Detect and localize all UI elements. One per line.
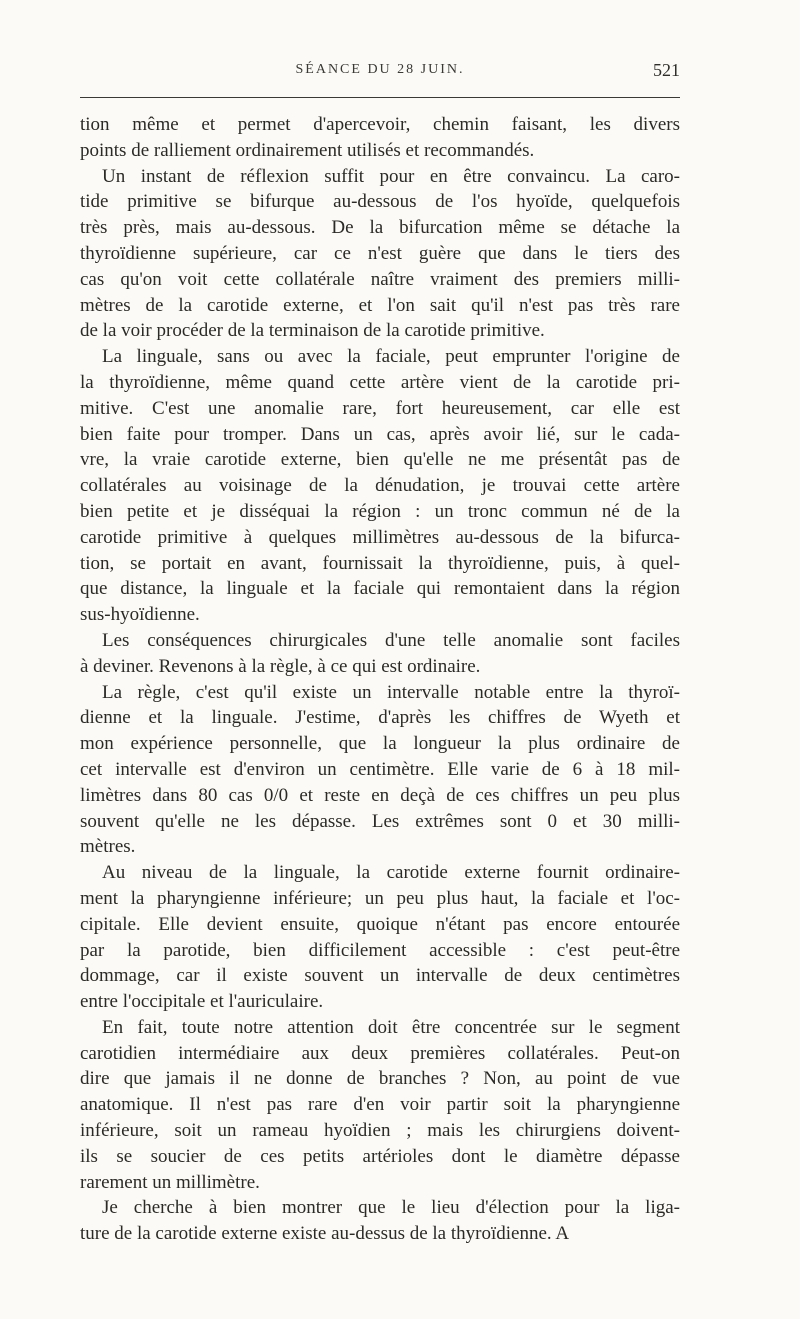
page-number: 521 [653,60,680,80]
text-line: La linguale, sans ou avec la faciale, peut emprunter l'origine de [102,346,680,368]
header-rule [80,97,680,98]
text-line: par la parotide, bien difficilement accessible : c'est peut-être [80,939,680,961]
text-line: thyroïdienne supérieure, car ce n'est guère que dans le tiers des [80,242,680,264]
text-line: ment la pharyngienne inférieure; un peu plus haut, la faciale et l'oc- [80,887,680,909]
paragraph [80,680,680,861]
text-line: rarement un millimètre. [80,1171,260,1193]
text-line: carotide primitive à quelques millimètres au-dessous de la bifurca- [80,526,680,548]
text-line: bien faite pour tromper. Dans un cas, après avoir lié, sur le cada- [80,423,680,445]
text-line: dire que jamais il ne donne de branches ? Non, au point de vue [80,1068,680,1090]
text-line: cipitale. Elle devient ensuite, quoique n'étant pas encore entourée [80,913,680,935]
text-line: En fait, toute notre attention doit être concentrée sur le segment [102,1016,680,1038]
paragraph [80,860,680,1015]
text-line: collatérales au voisinage de la dénudation, je trouvai cette artère [80,475,680,497]
text-line: très près, mais au-dessous. De la bifurcation même se détache la [80,217,680,239]
text-line: Je cherche à bien montrer que le lieu d'élection pour la liga- [102,1197,680,1219]
text-line: carotidien intermédiaire aux deux premières collatérales. Peut-on [80,1042,680,1064]
text-line: mètres. [80,836,136,858]
text-line: vre, la vraie carotide externe, bien qu'elle ne me présentât pas de [80,449,680,471]
running-title: SÉANCE DU 28 JUIN. [295,62,465,77]
text-line: limètres dans 80 cas 0/0 et reste en deçà de ces chiffres un peu plus [80,784,680,806]
paragraph [80,1195,680,1247]
text-line: sus-hyoïdienne. [80,604,200,626]
text-line: dienne et la linguale. J'estime, d'après les chiffres de Wyeth et [80,707,680,729]
text-line: inférieure, soit un rameau hyoïdien ; mais les chirurgiens doivent- [80,1120,680,1142]
text-line: que distance, la linguale et la faciale qui remontaient dans la région [80,578,680,600]
text-line: mètres de la carotide externe, et l'on sait qu'il n'est pas très rare [80,294,680,316]
text-line: bien petite et je disséquai la région : un tronc commun né de la [80,500,680,522]
text-line: mitive. C'est une anomalie rare, fort heureusement, car elle est [80,397,680,419]
text-line: souvent qu'elle ne les dépasse. Les extrêmes sont 0 et 30 milli- [80,810,680,832]
paragraph [80,1015,680,1196]
text-line: ture de la carotide externe existe au-dessus de la thyroïdienne. A [80,1223,570,1245]
paragraph [80,344,680,628]
text-line: cet intervalle est d'environ un centimètre. Elle varie de 6 à 18 mil- [80,758,680,780]
text-line: tide primitive se bifurque au-dessous de l'os hyoïde, quelquefois [80,191,680,213]
body-text [80,112,680,1247]
text-line: La règle, c'est qu'il existe un intervalle notable entre la thyroï- [102,681,680,703]
text-line: ils se soucier de ces petits artérioles dont le diamètre dépasse [80,1145,680,1167]
text-line: à deviner. Revenons à la règle, à ce qui est ordinaire. [80,655,481,677]
text-line: la thyroïdienne, même quand cette artère vient de la carotide pri- [80,371,680,393]
text-line: Les conséquences chirurgicales d'une telle anomalie sont faciles [102,629,680,651]
text-line: anatomique. Il n'est pas rare d'en voir partir soit la pharyngienne [80,1094,680,1116]
text-line: tion même et permet d'apercevoir, chemin faisant, les divers [80,114,680,135]
paragraph [80,628,680,680]
text-line: tion, se portait en avant, fournissait la thyroïdienne, puis, à quel- [80,552,680,574]
text-line: points de ralliement ordinairement utilisés et recommandés. [80,139,535,161]
running-header [80,62,680,92]
text-line: cas qu'on voit cette collatérale naître vraiment des premiers milli- [80,268,680,290]
text-line: entre l'occipitale et l'auriculaire. [80,991,324,1013]
text-line: mon expérience personnelle, que la longueur la plus ordinaire de [80,733,680,755]
text-line: Un instant de réflexion suffit pour en être convaincu. La caro- [102,165,680,187]
text-line: de la voir procéder de la terminaison de la carotide primitive. [80,320,545,342]
paragraph [80,164,680,345]
paragraph [80,112,680,164]
text-line: dommage, car il existe souvent un intervalle de deux centimètres [80,965,680,987]
text-line: Au niveau de la linguale, la carotide externe fournit ordinaire- [102,862,680,884]
